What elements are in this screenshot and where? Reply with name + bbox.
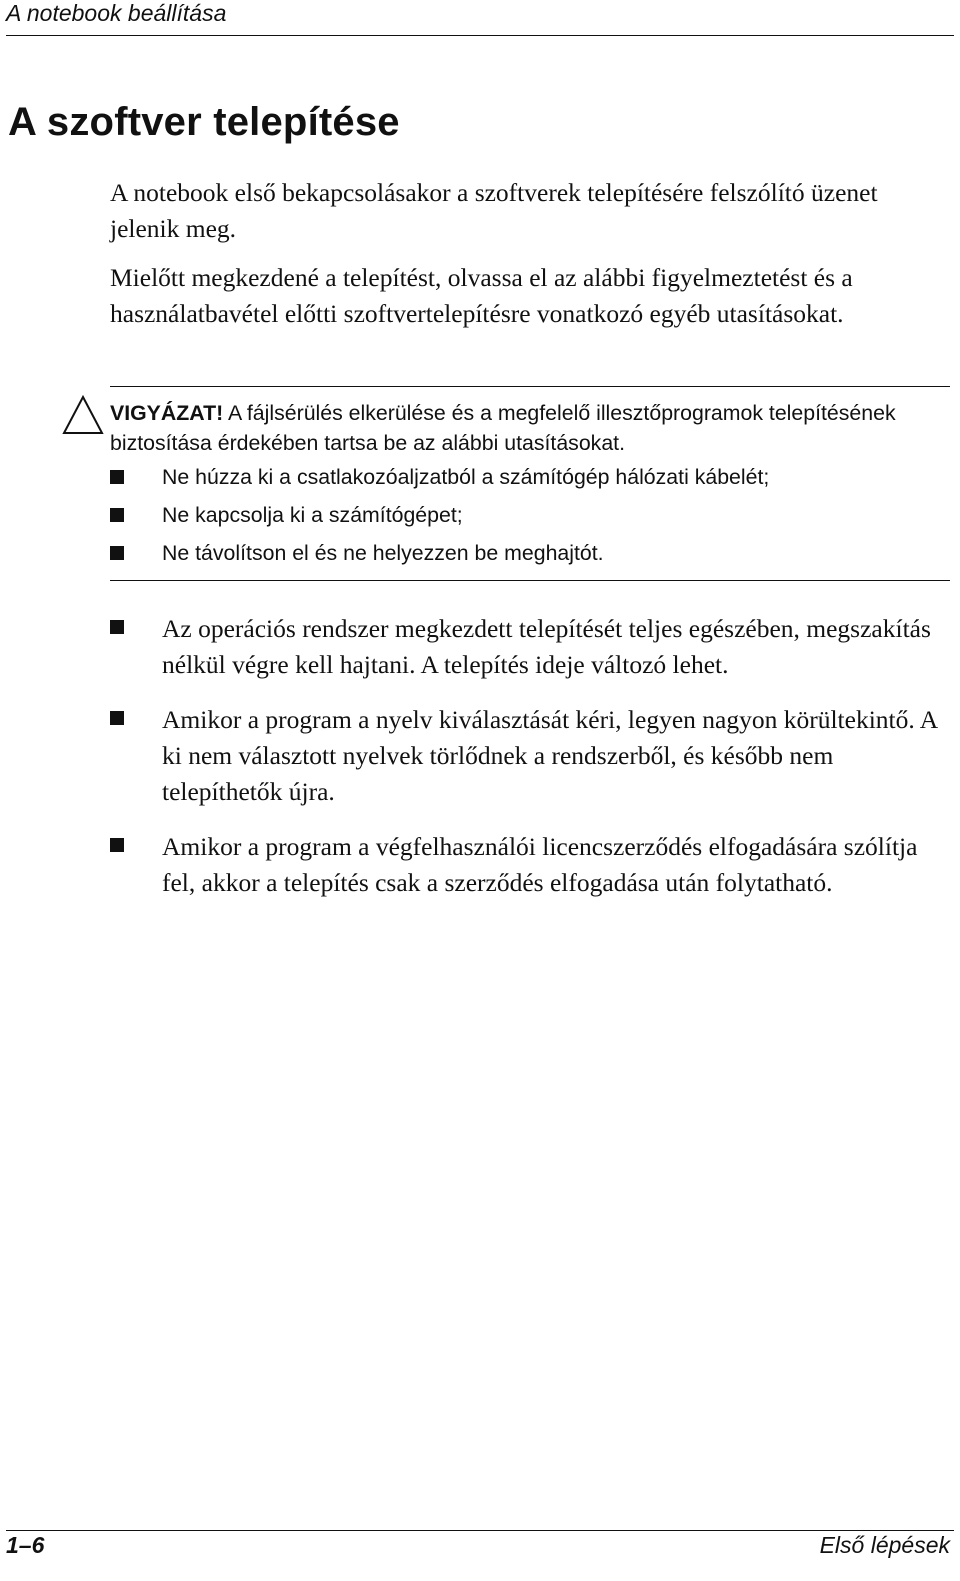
caution-text: A fájlsérülés elkerülése és a megfelelő illesztőprogramok telepítésének biztosítása érdekében tartsa be az alábbi utasításokat.	[110, 401, 896, 455]
caution-list-item: Ne húzza ki a csatlakozóaljzatból a számítógép hálózati kábelét;	[110, 458, 940, 496]
running-header: A notebook beállítása	[6, 0, 227, 26]
caution-list	[110, 458, 940, 572]
header-rule	[6, 35, 954, 36]
list-item: Amikor a program a nyelv kiválasztását kéri, legyen nagyon körültekintő. A ki nem választott nyelvek törlődnek a rendszerből, és később nem telepíthetők újra.	[110, 702, 940, 810]
list-item: Az operációs rendszer megkezdett telepítését teljes egészében, megszakítás nélkül végre kell hajtani. A telepítés ideje változó lehet.	[110, 611, 940, 683]
bullet-square-icon	[110, 470, 124, 484]
caution-rule-bottom	[110, 580, 950, 581]
bullet-square-icon	[110, 711, 124, 725]
intro-paragraph-2: Mielőtt megkezdené a telepítést, olvassa el az alábbi figyelmeztetést és a használatbavétel előtti szoftvertelepítésre vonatkozó egyéb utasításokat.	[110, 263, 853, 328]
footer-rule	[6, 1530, 954, 1531]
caution-label: VIGYÁZAT!	[110, 401, 224, 425]
intro-paragraph-1: A notebook első bekapcsolásakor a szoftverek telepítésére felszólító üzenet jelenik meg.	[110, 178, 878, 243]
bullet-square-icon	[110, 546, 124, 560]
page-number: 1–6	[6, 1532, 45, 1558]
caution-list-item: Ne távolítson el és ne helyezzen be meghajtót.	[110, 534, 940, 572]
bullet-square-icon	[110, 620, 124, 634]
warning-triangle-icon	[62, 394, 104, 436]
bullet-square-icon	[110, 838, 124, 852]
book-title: Első lépések	[819, 1532, 950, 1558]
caution-rule-top	[110, 386, 950, 387]
steps-list	[110, 611, 940, 920]
bullet-square-icon	[110, 508, 124, 522]
list-item: Amikor a program a végfelhasználói licencszerződés elfogadására szólítja fel, akkor a telepítés csak a szerződés elfogadása után folytatható.	[110, 829, 940, 901]
caution-block	[110, 398, 940, 458]
caution-list-item: Ne kapcsolja ki a számítógépet;	[110, 496, 940, 534]
page-title: A szoftver telepítése	[8, 100, 400, 144]
